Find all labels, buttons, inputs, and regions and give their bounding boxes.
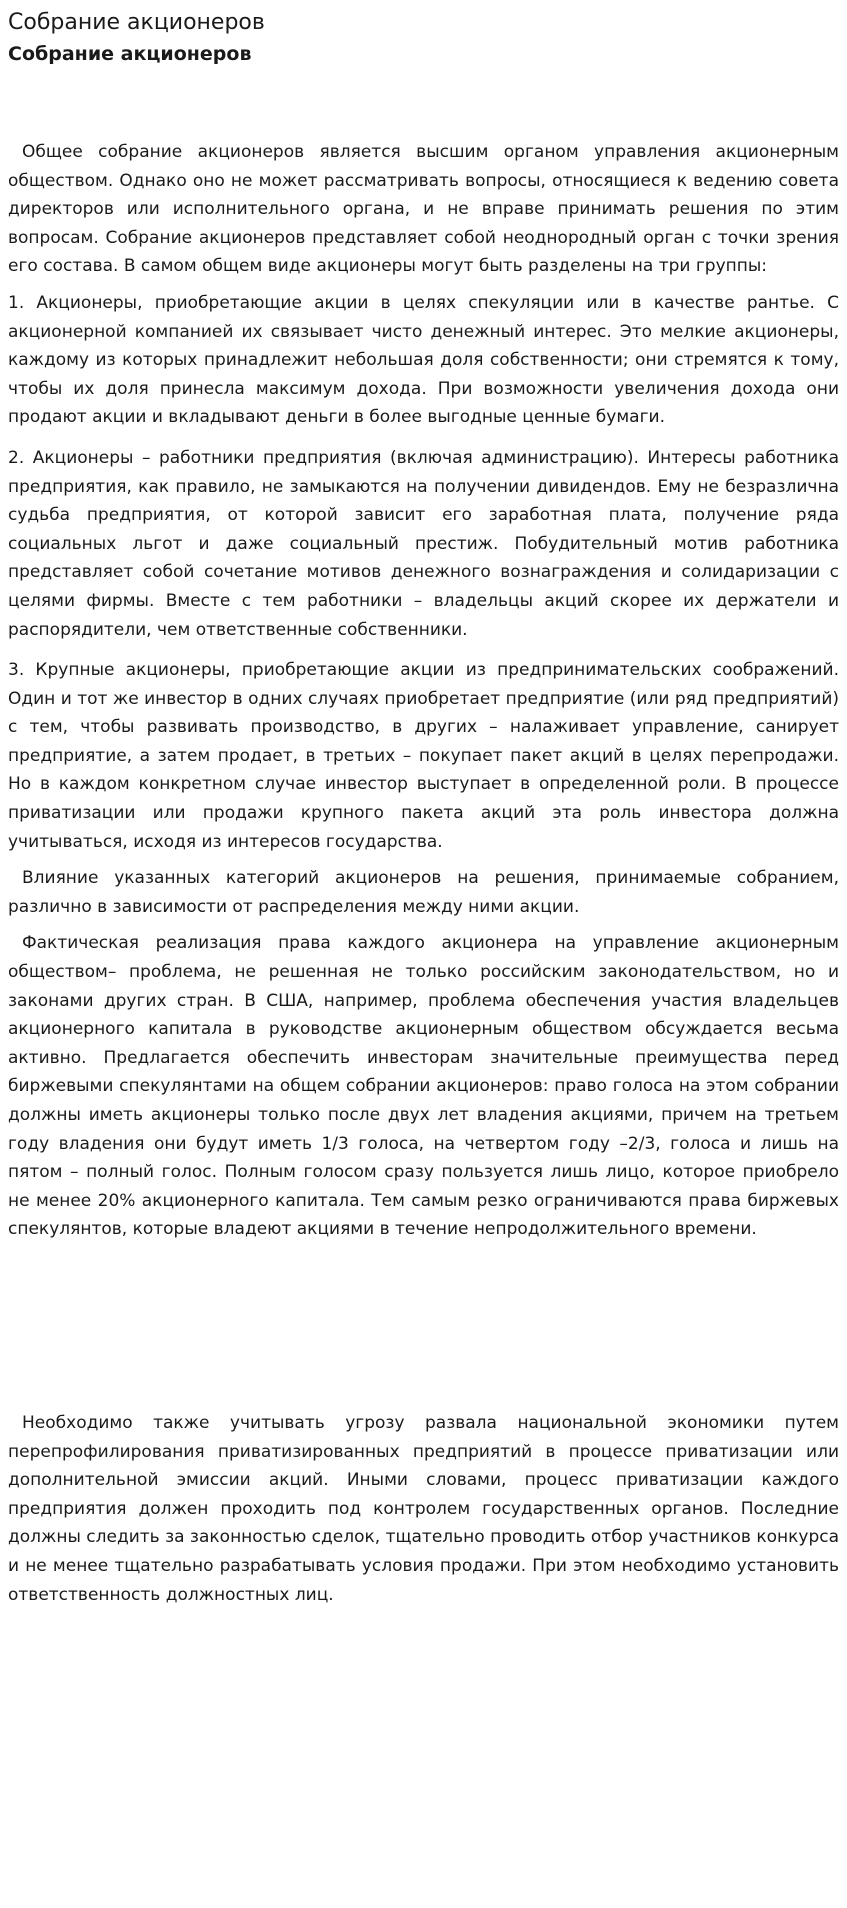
paragraph-intro: Общее собрание акционеров является высшим органом управления акционерным обществом. Однако оно не может рассматривать вопросы, относящиеся к ведению совета директоров или исполнительного органа, и не вправе принимать решения по этим вопросам. Собрание акционеров представляет собой неоднородный орган с точки зрения его состава. В самом общем виде акционеры могут быть разделены на три группы: <box>8 142 839 277</box>
paragraph-threat: Необходимо также учитывать угрозу развала национальной экономики путем перепрофилирования приватизированных предприятий в процессе приватизации или дополнительной эмиссии акций. Иными словами, процесс приватизации каждого предприятия должен проходить под контролем государственных органов. Последние должны следить за законностью сделок, тщательно проводить отбор участников конкурса и не менее тщательно разрабатывать условия продажи. При этом необходимо установить ответственность должностных лиц. <box>8 1412 840 1605</box>
paragraph-group-3: 3. Крупные акционеры, приобретающие акции из предпринимательских соображений. Один и тот же инвестор в одних случаях приобретает предприятие (или ряд предприятий) с тем, чтобы развивать производство, в других – налаживает управление, санирует предприятие, а затем продает, в третьих – покупает пакет акций в целях перепродажи. Но в каждом конкретном случае инвестор выступает в определенной роли. В процессе приватизации или продажи крупного пакета акций эта роль инвестора должна учитываться, исходя из интересов государства. <box>8 660 839 852</box>
document-title: Собрание акционеров <box>8 10 265 35</box>
paragraph-group-2: 2. Акционеры – работники предприятия (включая администрацию). Интересы работника предприятия, как правило, не замыкаются на получении дивидендов. Ему не безразлична судьба предприятия, от которой зависит его заработная плата, получение ряда социальных льгот и даже социальный престиж. Побудительный мотив работника представляет собой сочетание мотивов денежного вознаграждения и солидаризации с целями фирмы. Вместе с тем работники – владельцы акций скорее их держатели и распорядители, чем ответственные собственники. <box>8 447 839 640</box>
paragraph-influence: Влияние указанных категорий акционеров на решения, принимаемые собранием, различно в зависимости от распределения между ними акции. <box>8 868 839 917</box>
paragraph-group-1: 1. Акционеры, приобретающие акции в целях спекуляции или в качестве рантье. С акционерной компанией их связывает чисто денежный интерес. Это мелкие акционеры, каждому из которых принадлежит небольшая доля собственности; они стремятся к тому, чтобы их доля принесла максимум дохода. При возможности увеличения дохода они продают акции и вкладывают деньги в более выгодные ценные бумаги. <box>8 292 839 428</box>
paragraph-realization: Фактическая реализация права каждого акционера на управление акционерным обществом– проблема, не решенная не только российским законодательством, но и законами других стран. В США, например, проблема обеспечения участия владельцев акционерного капитала в руководстве акционерным обществом обсуждается весьма активно. Предлагается обеспечить инвесторам значительные преимущества перед биржевыми спекулянтами на общем собрании акционеров: право голоса на этом собрании должны иметь акционеры только после двух лет владения акциями, причем на третьем году владения они будут иметь 1/3 голоса, на четвертом году –2/3, голоса и лишь на пятом – полный голос. Полным голосом сразу пользуется лишь лицо, которое приобрело не менее 20% акционерного капитала. Тем самым резко ограничиваются права биржевых спекулянтов, которые владеют акциями в течение непродолжительного времени. <box>8 933 839 1240</box>
section-heading: Собрание акционеров <box>8 43 252 65</box>
document-body <box>8 138 839 1609</box>
